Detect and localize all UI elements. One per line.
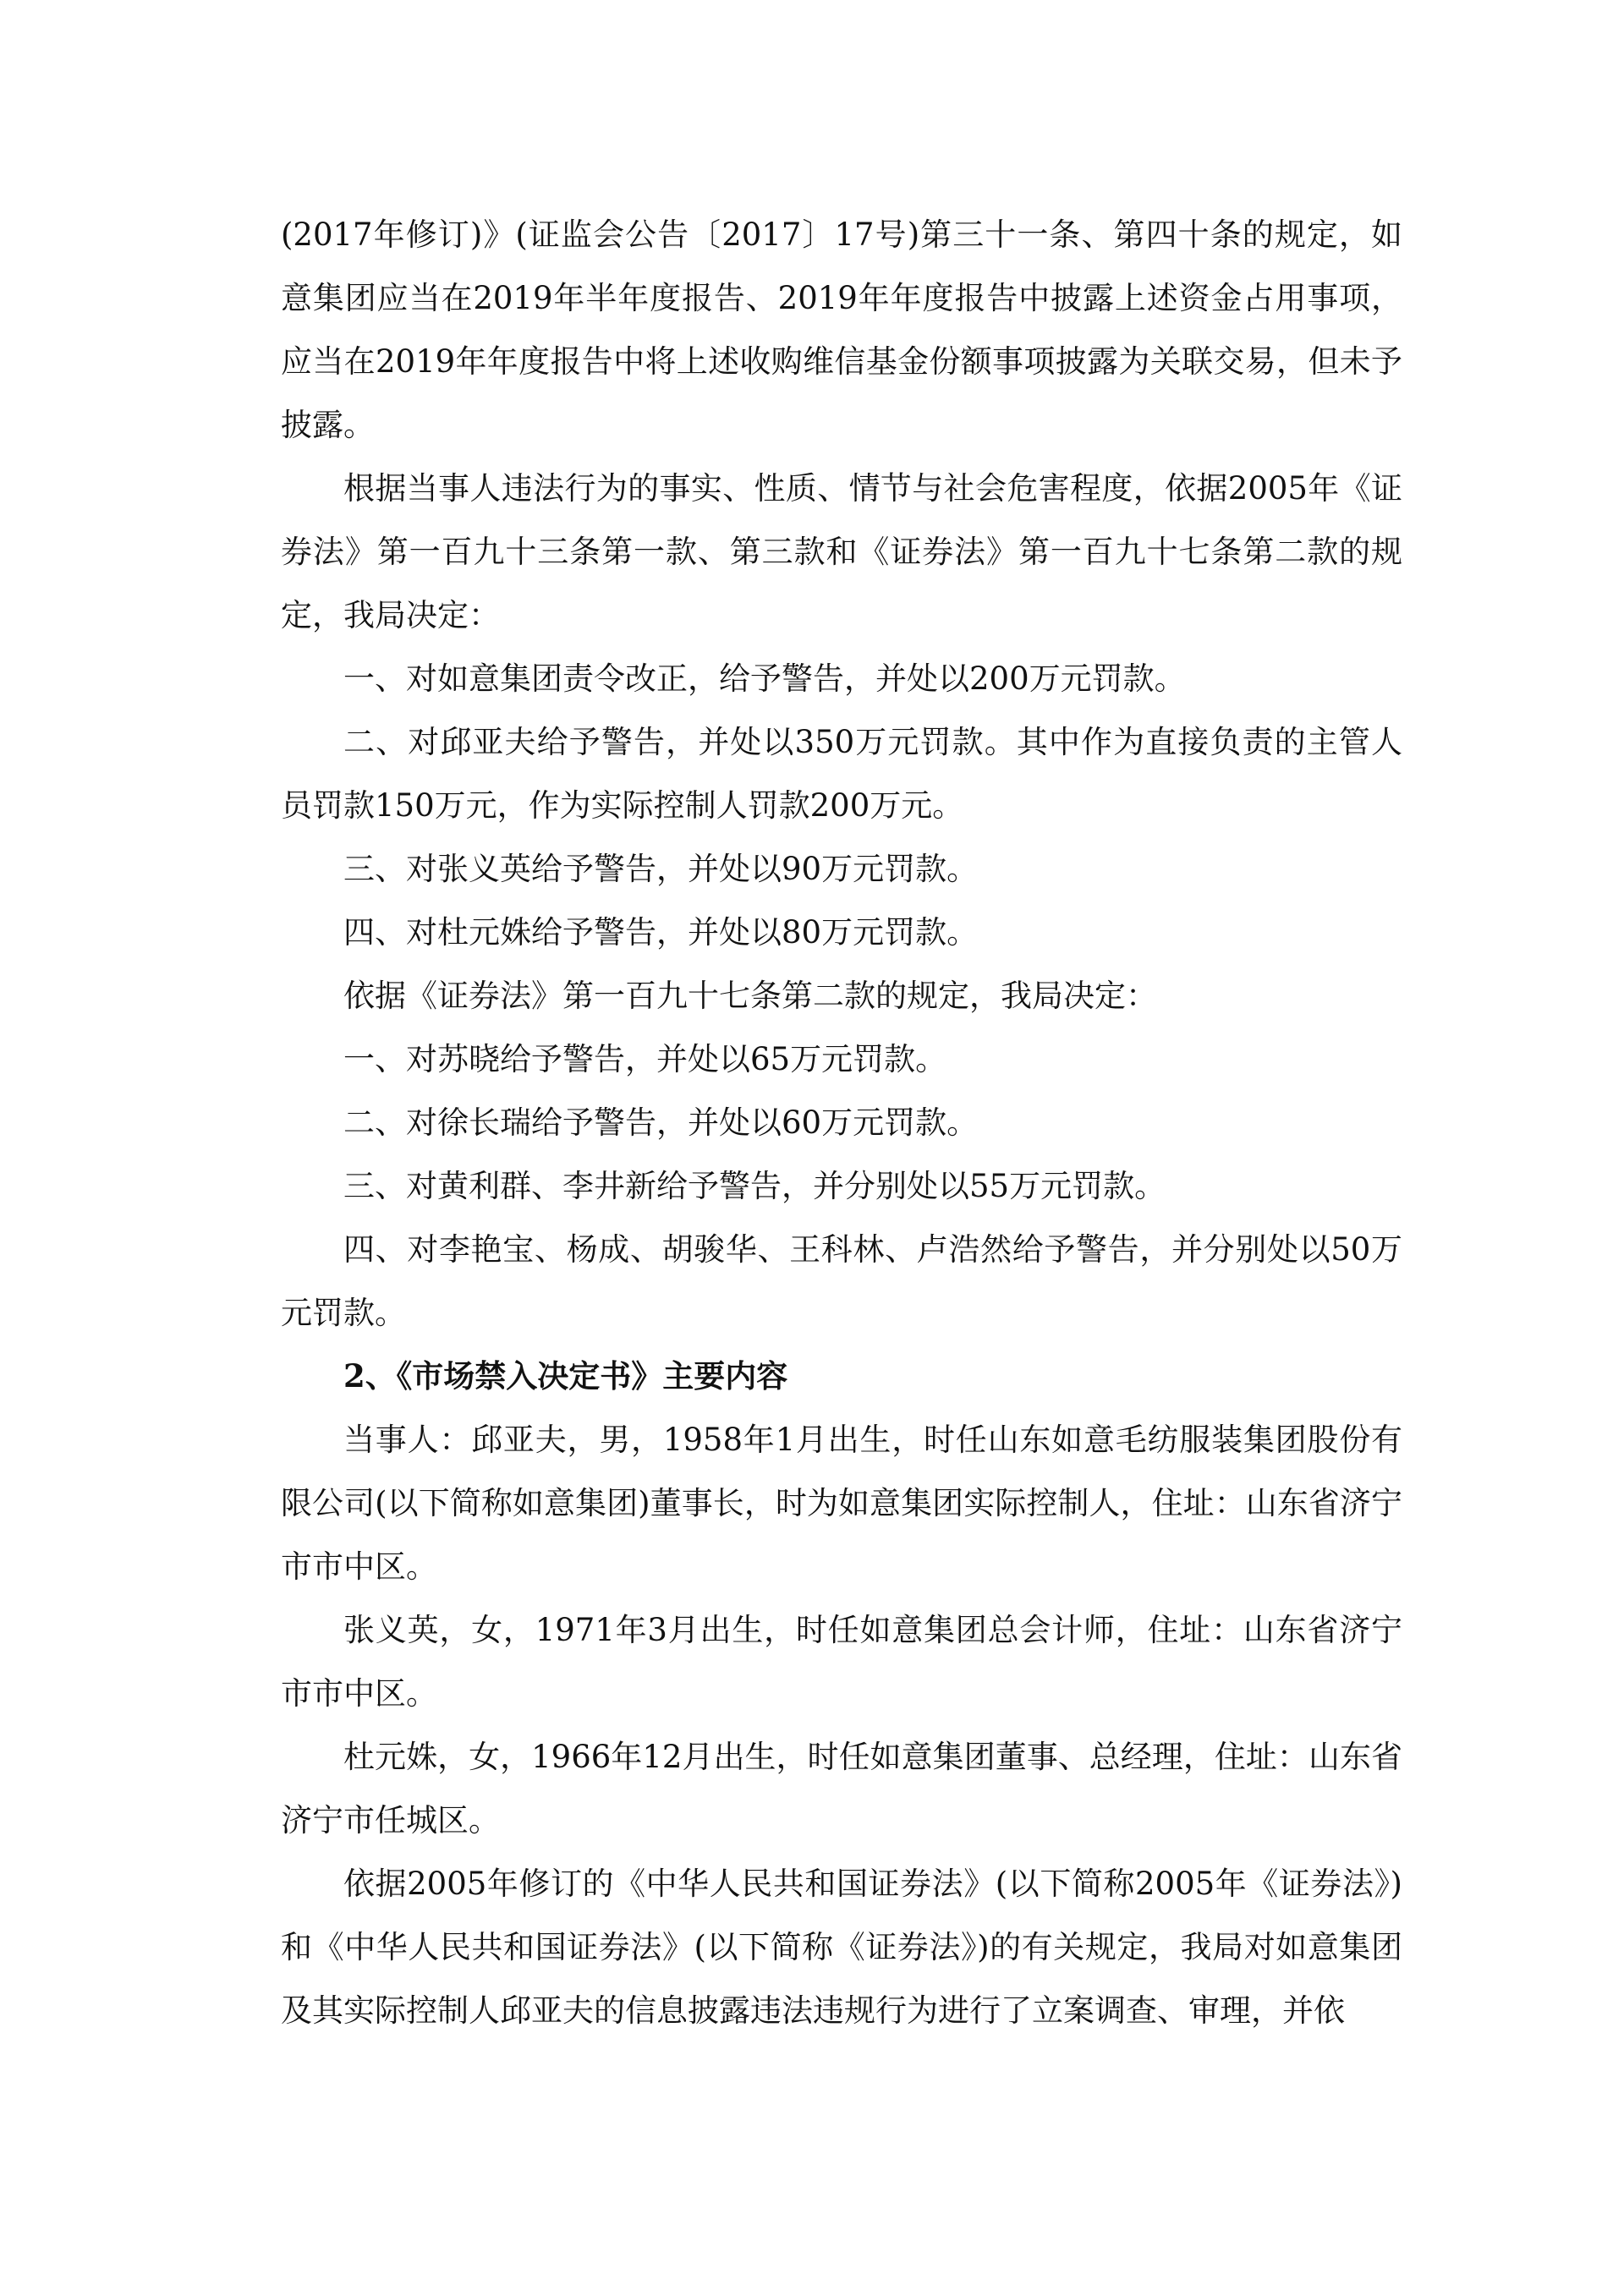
document-page — [281, 203, 1402, 2042]
penalty-item-zhang-yiying: 三、对张义英给予警告，并处以90万元罚款。 — [343, 851, 979, 887]
penalty-item-five-persons: 四、对李艳宝、杨成、胡骏华、王科林、卢浩然给予警告，并分别处以50万元罚款。 — [281, 1231, 1402, 1331]
penalty-item-qiu-yafu: 二、对邱亚夫给予警告，并处以350万元罚款。其中作为直接负责的主管人员罚款150万元，作为实际控制人罚款200万元。 — [281, 724, 1402, 824]
section-heading-market-ban: 2、《市场禁入决定书》主要内容 — [343, 1357, 788, 1395]
paragraph-second-basis: 依据《证券法》第一百九十七条第二款的规定，我局决定： — [343, 978, 1157, 1014]
party-du-yuanshu: 杜元姝，女，1966年12月出生，时任如意集团董事、总经理，住址：山东省济宁市任城区。 — [281, 1739, 1402, 1838]
party-zhang-yiying: 张义英，女，1971年3月出生，时任如意集团总会计师，住址：山东省济宁市市中区。 — [281, 1612, 1402, 1712]
penalty-item-su-xiao: 一、对苏晓给予警告，并处以65万元罚款。 — [343, 1041, 947, 1077]
paragraph-investigation-basis: 依据2005年修订的《中华人民共和国证券法》(以下简称2005年《证券法》)和《中华人民共和国证券法》(以下简称《证券法》)的有关规定，我局对如意集团及其实际控制人邱亚夫的信息披露违法违规行为进行了立案调查、审理，并依 — [281, 1866, 1402, 2029]
penalty-item-du-yuanshu: 四、对杜元姝给予警告，并处以80万元罚款。 — [343, 914, 979, 951]
penalty-item-huang-li: 三、对黄利群、李井新给予警告，并分别处以55万元罚款。 — [343, 1168, 1166, 1204]
paragraph-penalty-basis: 根据当事人违法行为的事实、性质、情节与社会危害程度，依据2005年《证券法》第一百九十三条第一款、第三款和《证券法》第一百九十七条第二款的规定，我局决定： — [281, 470, 1402, 633]
paragraph-disclosure-rules: (2017年修订)》(证监会公告〔2017〕17号)第三十一条、第四十条的规定，如意集团应当在2019年半年度报告、2019年年度报告中披露上述资金占用事项，应当在2019年年度报告中将上述收购维信基金份额事项披露为关联交易，但未予披露。 — [281, 216, 1402, 443]
penalty-item-ruyi-group: 一、对如意集团责令改正，给予警告，并处以200万元罚款。 — [343, 660, 1186, 697]
penalty-item-xu-changrui: 二、对徐长瑞给予警告，并处以60万元罚款。 — [343, 1104, 979, 1141]
party-qiu-yafu: 当事人：邱亚夫，男，1958年1月出生，时任山东如意毛纺服装集团股份有限公司(以下简称如意集团)董事长，时为如意集团实际控制人，住址：山东省济宁市市中区。 — [281, 1422, 1402, 1585]
